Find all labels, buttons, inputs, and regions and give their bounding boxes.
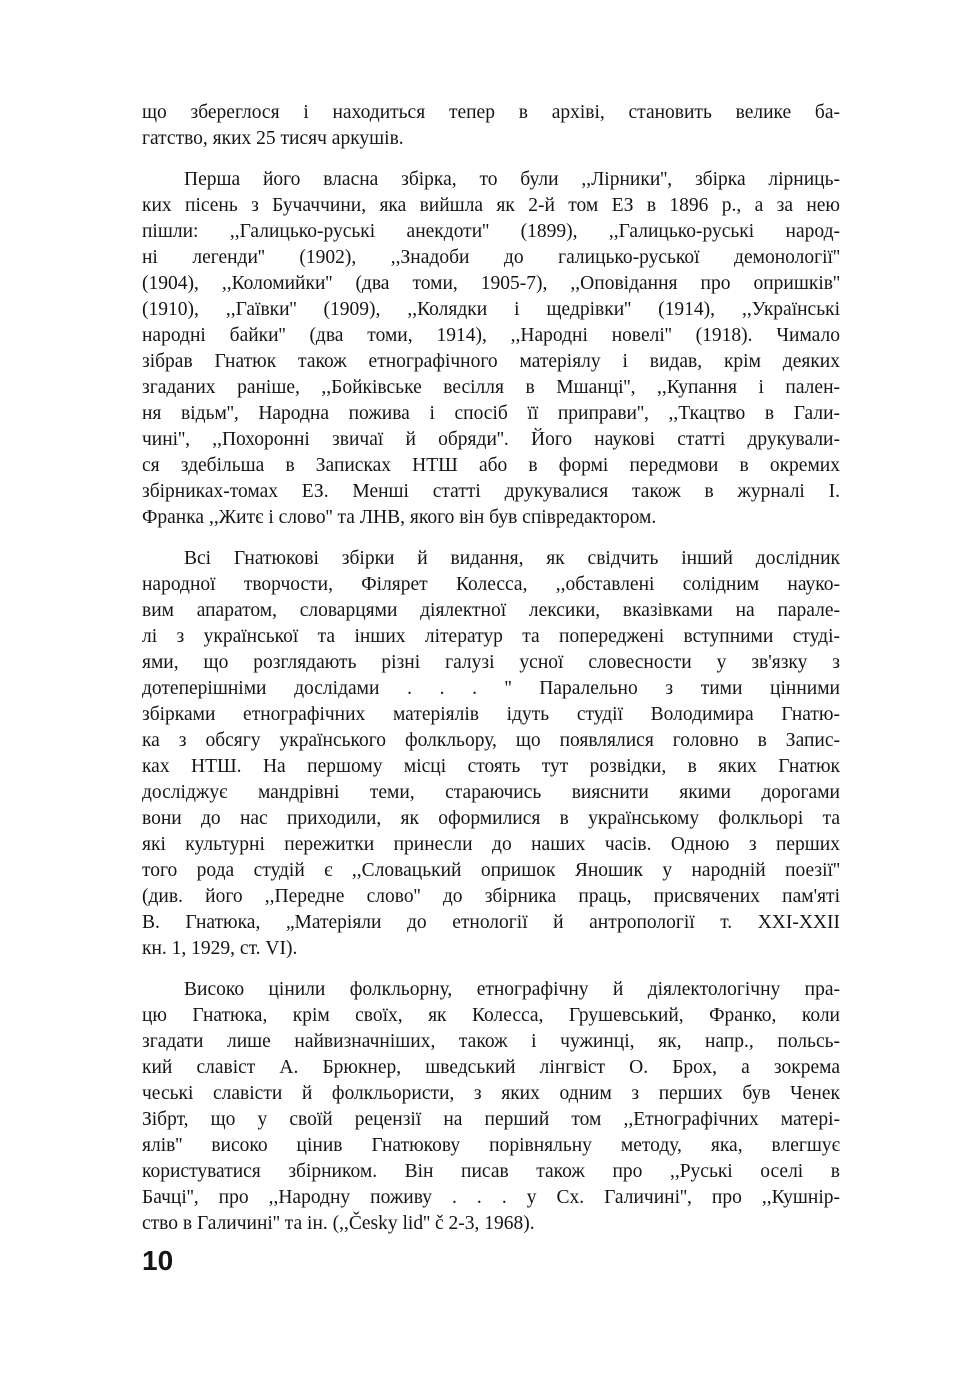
text-line: чині'', ,,Похоронні звичаї й обряди''. Його наукові статті друкували- xyxy=(142,429,840,450)
page-body xyxy=(142,100,840,1252)
text-line: Бачці'', про ,,Народну поживу . . . у Сх. Галичині'', про ,,Кушнір- xyxy=(142,1187,840,1208)
text-line: досліджує мандрівні теми, стараючись вияснити якими дорогами xyxy=(142,782,840,803)
text-line: чеські славісти й фолкльористи, з яких одним з перших був Ченек xyxy=(142,1083,840,1104)
text-line: згадати лише найвизначніших, також і чужинці, як, напр., польсь- xyxy=(142,1031,840,1052)
text-line: кн. 1, 1929, ст. VI). xyxy=(142,938,298,959)
text-line: ями, що розглядають різні галузі усної словесности у зв'язку з xyxy=(142,652,840,673)
text-line: Франка ,,Житє і слово'' та ЛНВ, якого він був співредактором. xyxy=(142,507,657,528)
text-line: ках НТШ. На першому місці стоять тут розвідки, в яких Гнатюк xyxy=(142,756,840,777)
text-line: що збереглося і находиться тепер в архіві, становить велике ба- xyxy=(142,102,840,123)
text-line: ся здебільша в Записках НТШ або в формі передмови в окремих xyxy=(142,455,840,476)
text-line: ких пісень з Бучаччини, яка вийшла як 2-й том ЕЗ в 1896 р., а за нею xyxy=(142,195,840,216)
text-line: Перша його власна збірка, то були ,,Лірники'', збірка лірниць- xyxy=(184,169,840,190)
text-line: ка з обсягу українського фолкльору, що появлялися головно в Запис- xyxy=(142,730,840,751)
text-line: (1904), ,,Коломийки'' (два томи, 1905-7), ,,Оповідання про опришків'' xyxy=(142,273,840,294)
text-line: вони до нас приходили, як оформилися в українському фолкльорі та xyxy=(142,808,840,829)
text-line: Всі Гнатюкові збірки й видання, як свідчить інший дослідник xyxy=(184,548,840,569)
page-number: 10 xyxy=(142,1245,174,1276)
text-line: (див. його ,,Передне слово'' до збірника праць, присвячених пам'яті xyxy=(142,886,840,907)
text-line: ня відьм'', Народна пожива і спосіб її приправи'', ,,Ткацтво в Гали- xyxy=(142,403,840,424)
text-line: дотеперішніми дослідами . . . '' Паралельно з тими цінними xyxy=(142,678,840,699)
paragraph-2 xyxy=(142,167,840,531)
text-line: народної творчости, Філярет Колесса, ,,обставлені солідним науко- xyxy=(142,574,840,595)
text-line: які культурні пережитки принесли до наших часів. Одною з перших xyxy=(142,834,840,855)
text-line: В. Гнатюка, „Матеріяли до етнології й антропології т. XXI-XXII xyxy=(142,912,840,933)
text-line: згаданих раніше, ,,Бойківське весілля в Мшанці'', ,,Купання і пален- xyxy=(142,377,840,398)
paragraph-3 xyxy=(142,546,840,962)
text-line: користуватися збірником. Він писав також про ,,Руські оселі в xyxy=(142,1161,840,1182)
text-line: зібрав Гнатюк також етнографічного матеріялу і видав, крім деяких xyxy=(142,351,840,372)
text-line: народні байки'' (два томи, 1914), ,,Народні новелі'' (1918). Чимало xyxy=(142,325,840,346)
text-line: вим апаратом, словарцями діялектної лексики, вказівками на парале- xyxy=(142,600,840,621)
text-line: збірниках-томах ЕЗ. Менші статті друкувалися також в журналі І. xyxy=(142,481,840,502)
text-line: ство в Галичині'' та ін. (,,Česky lid'' č 2-3, 1968). xyxy=(142,1213,535,1234)
text-line: Високо цінили фолкльорну, етнографічну й діялектологічну пра- xyxy=(184,979,840,1000)
text-line: пішли: ,,Галицько-руські анекдоти'' (1899), ,,Галицько-руські народ- xyxy=(142,221,840,242)
paragraph-4 xyxy=(142,977,840,1237)
paragraph-1 xyxy=(142,100,840,152)
text-line: ялів'' високо цінив Гнатюкову порівняльну методу, яка, влегшує xyxy=(142,1135,840,1156)
text-line: ні легенди'' (1902), ,,Знадоби до галицько-руської демонології'' xyxy=(142,247,840,268)
text-line: цю Гнатюка, крім своїх, як Колесса, Грушевський, Франко, коли xyxy=(142,1005,840,1026)
text-line: того рода студій є ,,Словацький опришок Яношик у народній поезії'' xyxy=(142,860,840,881)
text-line: кий славіст А. Брюкнер, шведський лінгвіст О. Брох, а зокрема xyxy=(142,1057,840,1078)
text-line: лі з української та інших літератур та попереджені вступними студі- xyxy=(142,626,840,647)
text-line: гатство, яких 25 тисяч аркушів. xyxy=(142,128,404,149)
text-line: Зібрт, що у своїй рецензії на перший том ,,Етнографічних матері- xyxy=(142,1109,840,1130)
text-line: (1910), ,,Гаївки'' (1909), ,,Колядки і щедрівки'' (1914), ,,Українські xyxy=(142,299,840,320)
text-line: збірками етнографічних матеріялів ідуть студії Володимира Гнатю- xyxy=(142,704,840,725)
